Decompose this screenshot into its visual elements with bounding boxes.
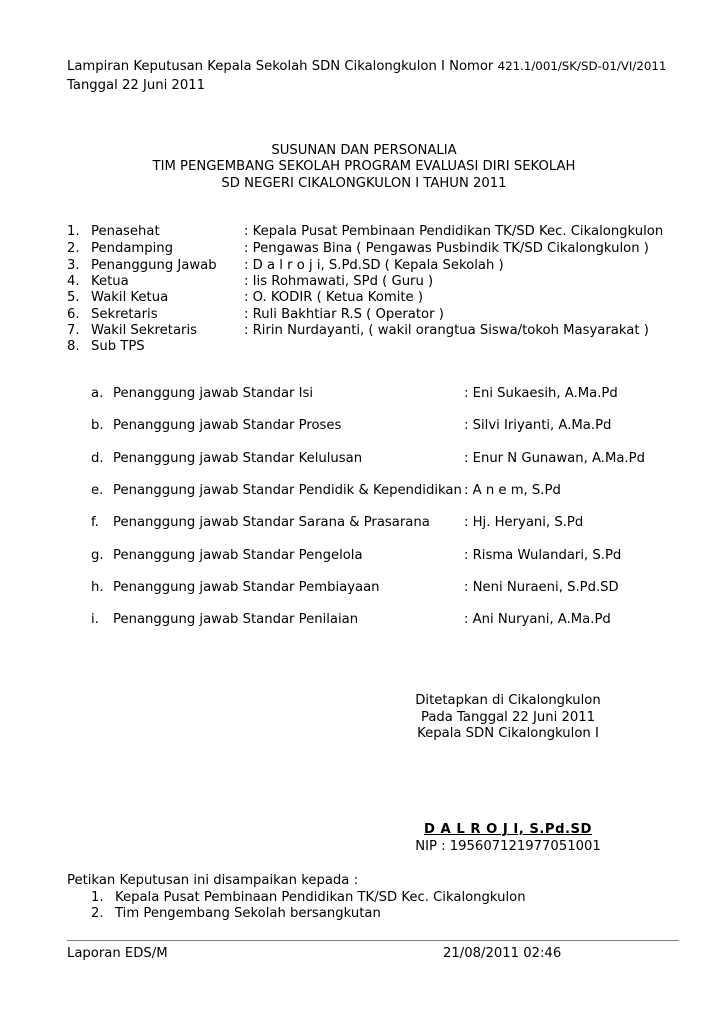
distribution-intro: Petikan Keputusan ini disampaikan kepada : [67, 873, 359, 888]
list-item [67, 323, 197, 339]
role-label: Wakil Ketua [91, 290, 169, 305]
role-value: : Ruli Bakhtiar R.S ( Operator ) [244, 307, 444, 322]
standard-label: Penanggung jawab Standar Sarana & Prasarana [113, 515, 430, 530]
standard-letter: d. [91, 451, 104, 466]
footer-divider [67, 940, 679, 941]
standard-person: : Neni Nuraeni, S.Pd.SD [464, 580, 619, 595]
list-item [67, 258, 217, 274]
signatory-name: D A L R O J I, S.Pd.SD [424, 822, 592, 837]
item-number: 2. [91, 906, 104, 921]
role-label: Penasehat [91, 224, 160, 239]
footer-timestamp: 21/08/2011 02:46 [443, 946, 562, 961]
decree-number: 421.1/001/SK/SD-01/VI/2011 [497, 59, 667, 73]
footer-report-label: Laporan EDS/M [67, 946, 168, 961]
standard-person: : Ani Nuryani, A.Ma.Pd [464, 612, 611, 627]
title-line-2: TIM PENGEMBANG SEKOLAH PROGRAM EVALUASI DIRI SEKOLAH [152, 159, 576, 174]
role-value: : O. KODIR ( Ketua Komite ) [244, 290, 424, 305]
decree-date: Tanggal 22 Juni 2011 [67, 78, 205, 93]
list-item [67, 307, 158, 323]
item-number: 5. [67, 290, 80, 305]
item-number: 8. [67, 339, 80, 354]
standard-label: Penanggung jawab Standar Proses [113, 418, 342, 433]
signatory-nip: NIP : 195607121977051001 [415, 839, 601, 854]
standard-letter: a. [91, 386, 104, 401]
standard-label: Penanggung jawab Standar Isi [113, 386, 314, 401]
title-line-1: SUSUNAN DAN PERSONALIA [271, 143, 457, 158]
standard-person: : Hj. Heryani, S.Pd [464, 515, 584, 530]
role-label: Sekretaris [91, 307, 158, 322]
role-value: : Kepala Pusat Pembinaan Pendidikan TK/SD Kec. Cikalongkulon [244, 224, 664, 239]
list-item [67, 241, 173, 257]
role-label: Sub TPS [91, 339, 145, 354]
role-label: Wakil Sekretaris [91, 323, 198, 338]
standard-person: : Silvi Iriyanti, A.Ma.Pd [464, 418, 612, 433]
role-label: Pendamping [91, 241, 174, 256]
signature-position: Kepala SDN Cikalongkulon I [417, 726, 599, 741]
distribution-recipient: Kepala Pusat Pembinaan Pendidikan TK/SD Kec. Cikalongkulon [115, 890, 526, 905]
signature-date: Pada Tanggal 22 Juni 2011 [420, 710, 596, 725]
role-value: : Pengawas Bina ( Pengawas Pusbindik TK/SD Cikalongkulon ) [244, 241, 649, 256]
item-number: 4. [67, 274, 80, 289]
item-number: 1. [91, 890, 104, 905]
standard-person: : Eni Sukaesih, A.Ma.Pd [464, 386, 618, 401]
standard-person: : A n e m, S.Pd [464, 483, 561, 498]
item-number: 7. [67, 323, 80, 338]
standard-person: : Enur N Gunawan, A.Ma.Pd [464, 451, 645, 466]
role-label: Penanggung Jawab [91, 258, 217, 273]
list-item [67, 274, 129, 290]
item-number: 6. [67, 307, 80, 322]
title-line-3: SD NEGERI CIKALONGKULON I TAHUN 2011 [221, 176, 507, 191]
list-item [67, 224, 160, 240]
list-item [91, 906, 381, 922]
standard-person: : Risma Wulandari, S.Pd [464, 548, 622, 563]
standard-label: Penanggung jawab Standar Penilaian [113, 612, 359, 627]
role-value: : Ririn Nurdayanti, ( wakil orangtua Siswa/tokoh Masyarakat ) [244, 323, 649, 338]
role-value: : D a l r o j i, S.Pd.SD ( Kepala Sekolah ) [244, 258, 504, 273]
standard-label: Penanggung jawab Standar Pengelola [113, 548, 363, 563]
standard-label: Penanggung jawab Standar Pembiayaan [113, 580, 380, 595]
role-label: Ketua [91, 274, 129, 289]
standard-label: Penanggung jawab Standar Kelulusan [113, 451, 363, 466]
signature-place: Ditetapkan di Cikalongkulon [415, 693, 601, 708]
item-number: 3. [67, 258, 80, 273]
list-item [91, 890, 526, 906]
standard-letter: e. [91, 483, 104, 498]
item-number: 2. [67, 241, 80, 256]
decree-reference-text: Lampiran Keputusan Kepala Sekolah SDN Cikalongkulon I Nomor [67, 59, 498, 74]
decree-reference [67, 58, 666, 75]
list-item [67, 290, 168, 306]
standard-letter: h. [91, 580, 104, 595]
role-value: : Iis Rohmawati, SPd ( Guru ) [244, 274, 434, 289]
standard-letter: b. [91, 418, 104, 433]
standard-letter: f. [91, 515, 99, 530]
list-item [67, 339, 145, 355]
standard-letter: i. [91, 612, 99, 627]
distribution-recipient: Tim Pengembang Sekolah bersangkutan [115, 906, 381, 921]
item-number: 1. [67, 224, 80, 239]
standard-letter: g. [91, 548, 104, 563]
standard-label: Penanggung jawab Standar Pendidik & Kependidikan [113, 483, 462, 498]
